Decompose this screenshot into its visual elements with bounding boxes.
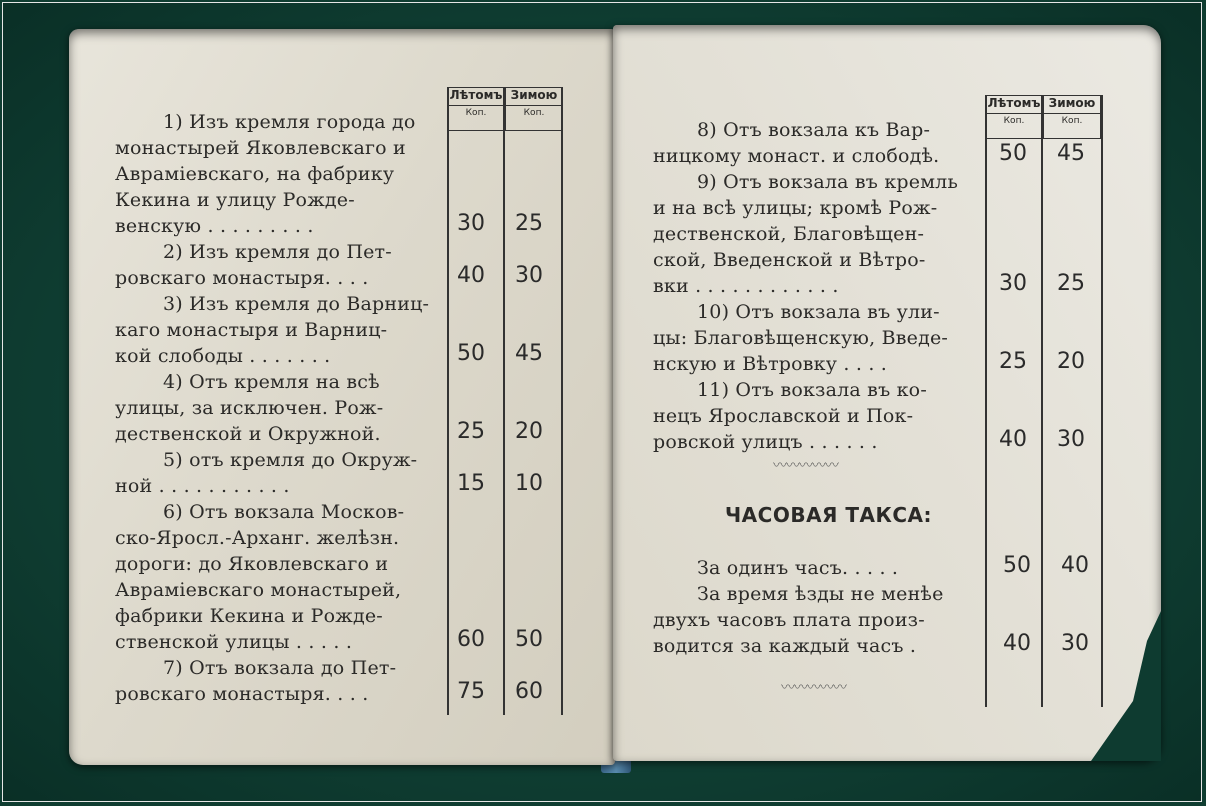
entry-text-line: каго монастыря и Варниц-	[115, 319, 388, 341]
entry-text-line: 10) Отъ вокзала въ ули-	[697, 301, 940, 323]
unit-label: Коп.	[1044, 113, 1100, 126]
column-rule	[447, 87, 449, 715]
entry-text-line: венскую . . . . . . . . .	[115, 215, 314, 237]
winter-price: 30	[1061, 631, 1089, 656]
entry-text-line: 7) Отъ вокзала до Пет-	[163, 657, 397, 679]
column-rule	[985, 95, 987, 707]
winter-price: 40	[1061, 553, 1089, 578]
entry-text-line: ровскаго монастыря. . . .	[115, 267, 369, 289]
column-rule	[503, 87, 505, 715]
summer-price: 50	[457, 341, 485, 366]
left-page	[69, 29, 615, 765]
winter-price: 25	[515, 211, 543, 236]
unit-label: Коп.	[986, 113, 1042, 126]
entry-text-line: 6) Отъ вокзала Москов-	[163, 501, 405, 523]
entry-text-line: Авраміевскаго, на фабрику	[115, 163, 395, 185]
summer-price: 50	[999, 141, 1027, 166]
entry-text-line: Авраміевскаго монастырей,	[115, 579, 402, 601]
winter-label: Зимою	[1048, 96, 1096, 110]
entry-text-line: 2) Изъ кремля до Пет-	[163, 241, 392, 263]
entry-text-line: 1) Изъ кремля города до	[163, 111, 416, 133]
right-header-winter	[1043, 95, 1101, 139]
entry-text-line: монастырей Яковлевскаго и	[115, 137, 406, 159]
entry-text-line: 11) Отъ вокзала въ ко-	[697, 379, 927, 401]
entry-text-line: ницкому монаст. и слободѣ.	[653, 145, 940, 167]
entry-text-line: 9) Отъ вокзала въ кремль	[697, 171, 958, 193]
summer-price: 50	[1003, 553, 1031, 578]
entry-text-line: ственской улицы . . . . .	[115, 631, 353, 653]
entry-text-line: водится за каждый часъ .	[653, 635, 917, 657]
column-rule	[1101, 95, 1103, 707]
ornament-divider: 〰〰〰〰〰	[781, 680, 846, 696]
entry-text-line: ско-Яросл.-Арханг. желѣзн.	[115, 527, 400, 549]
entry-text-line: ровскаго монастыря. . . .	[115, 683, 369, 705]
entry-text-line: фабрики Кекина и Рожде-	[115, 605, 383, 627]
entry-text-line: цы: Благовѣщенскую, Введе-	[653, 327, 949, 349]
summer-price: 30	[457, 211, 485, 236]
summer-price: 40	[457, 263, 485, 288]
summer-price: 25	[999, 349, 1027, 374]
winter-price: 45	[515, 341, 543, 366]
entry-text-line: двухъ часовъ плата произ-	[653, 609, 925, 631]
winter-price: 60	[515, 679, 543, 704]
hourly-rate-title: ЧАСОВАЯ ТАКСА:	[725, 503, 933, 527]
unit-label: Коп.	[506, 105, 562, 118]
summer-label: Лѣтомъ	[449, 88, 503, 102]
photo-frame	[2, 2, 1202, 802]
summer-price: 30	[999, 271, 1027, 296]
entry-text-line: ной . . . . . . . . . . .	[115, 475, 290, 497]
entry-text-line: улицы, за исключен. Рож-	[115, 397, 384, 419]
entry-text-line: За одинъ часъ. . . . .	[697, 557, 899, 579]
entry-text-line: дороги: до Яковлевскаго и	[115, 553, 389, 575]
winter-price: 30	[515, 263, 543, 288]
winter-price: 10	[515, 471, 543, 496]
winter-price: 45	[1057, 141, 1085, 166]
entry-text-line: За время ѣзды не менѣе	[697, 583, 944, 605]
left-header-winter	[505, 87, 563, 131]
summer-price: 25	[457, 419, 485, 444]
entry-text-line: ской, Введенской и Вѣтро-	[653, 249, 926, 271]
winter-price: 20	[1057, 349, 1085, 374]
entry-text-line: 5) отъ кремля до Окруж-	[163, 449, 418, 471]
summer-price: 40	[1003, 631, 1031, 656]
entry-text-line: дественской и Окружной.	[115, 423, 381, 445]
winter-price: 25	[1057, 271, 1085, 296]
summer-price: 60	[457, 627, 485, 652]
winter-price: 20	[515, 419, 543, 444]
winter-label: Зимою	[510, 88, 558, 102]
winter-price: 30	[1057, 427, 1085, 452]
entry-text-line: дественской, Благовѣщен-	[653, 223, 925, 245]
entry-text-line: 3) Изъ кремля до Варниц-	[163, 293, 430, 315]
summer-price: 75	[457, 679, 485, 704]
entry-text-line: и на всѣ улицы; кромѣ Рож-	[653, 197, 938, 219]
summer-price: 40	[999, 427, 1027, 452]
entry-text-line: 4) Отъ кремля на всѣ	[163, 371, 380, 393]
summer-price: 15	[457, 471, 485, 496]
column-rule	[1041, 95, 1043, 707]
column-rule	[561, 87, 563, 715]
right-header-summer	[985, 95, 1043, 139]
ornament-divider: 〰〰〰〰〰	[773, 458, 838, 474]
entry-text-line: 8) Отъ вокзала къ Вар-	[697, 119, 931, 141]
winter-price: 50	[515, 627, 543, 652]
entry-text-line: нскую и Вѣтровку . . . .	[653, 353, 888, 375]
unit-label: Коп.	[448, 105, 504, 118]
right-page	[613, 25, 1161, 761]
left-header-summer	[447, 87, 505, 131]
entry-text-line: нецъ Ярославской и Пок-	[653, 405, 914, 427]
entry-text-line: вки . . . . . . . . . . . .	[653, 275, 839, 297]
entry-text-line: Кекина и улицу Рожде-	[115, 189, 355, 211]
entry-text-line: ровской улицъ . . . . . .	[653, 431, 878, 453]
summer-label: Лѣтомъ	[987, 96, 1041, 110]
entry-text-line: кой слободы . . . . . . .	[115, 345, 331, 367]
